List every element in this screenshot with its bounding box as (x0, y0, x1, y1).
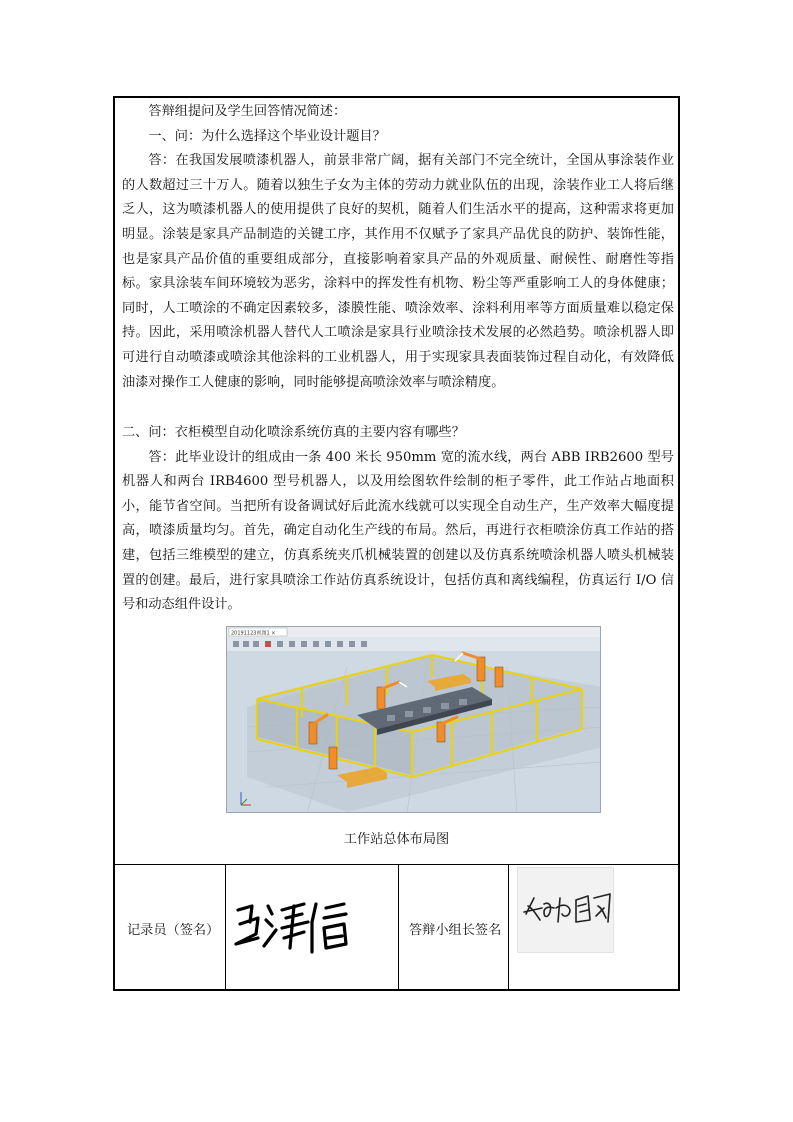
answer-2: 答：此毕业设计的组成由一条 400 米长 950mm 宽的流水线，两台 ABB IRB2600 型号机器人和两台 IRB4600 型号机器人，以及用绘图软件绘制的柜子零件，此工作站占地面积小，能节省空间。当把所有设备调试好后此流水线就可以实现全自动生产，生产效率大幅度提高，喷漆质量均匀。首先，确定自动化生产线的布局。然后，再进行衣柜喷涂仿真工作站的搭建，包括三维模型的建立，仿真系统夹爪机械装置的创建以及仿真系统喷涂机器人喷头机械装置的创建。最后，进行家具喷涂工作站仿真系统设计，包括仿真和离线编程，仿真运行 I/O 信号和动态组件设计。 (122, 449, 674, 613)
column-divider-1 (225, 864, 226, 990)
recorder-signature (228, 888, 358, 958)
qa-section-1 (122, 100, 674, 395)
answer-1: 答：在我国发展喷漆机器人，前景非常广阔，据有关部门不完全统计，全国从事涂装作业的人数超过三十万人。随着以独生子女为主体的劳动力就业队伍的出现，涂装作业工人将后继乏人，这为喷漆机器人的使用提供了良好的契机，随着人们生活水平的提高，这种需求将更加明显。涂装是家具产品制造的关键工序，其作用不仅赋予了家具产品优良的防护、装饰性能，也是家具产品价值的重要组成部分，直接影响着家具产品的外观质量、耐候性、耐磨性等指标。家具涂装车间环境较为恶劣，涂料中的挥发性有机物、粉尘等严重影响工人的身体健康；同时，人工喷涂的不确定因素较多，漆膜性能、喷涂效率、涂料利用率等方面质量难以稳定保持。因此，采用喷涂机器人替代人工喷涂是家具行业喷涂技术发展的必然趋势。喷涂机器人即可进行自动喷漆或喷涂其他涂料的工业机器人，用于实现家具表面装饰过程自动化，有效降低油漆对操作工人健康的影响，同时能够提高喷涂效率与喷涂精度。 (122, 153, 674, 390)
question-2: 二、问：衣柜模型自动化喷涂系统仿真的主要内容有哪些？ (122, 425, 465, 440)
leader-label: 答辩小组长签名 (409, 923, 502, 938)
signature-row-divider (113, 864, 680, 865)
viewport-tab-label: 20191123视图1 × (231, 630, 276, 637)
figure-caption: 工作站总体布局图 (343, 832, 450, 847)
workstation-3d-render (227, 627, 601, 813)
leader-signature (517, 867, 614, 953)
section-header: 答辩组提问及学生回答情况简述： (148, 104, 347, 119)
qa-section-2 (122, 421, 674, 618)
recorder-label: 记录员（签名） (127, 923, 220, 938)
workstation-layout-figure (226, 626, 601, 813)
column-divider-3 (508, 864, 509, 990)
question-1: 一、问：为什么选择这个毕业设计题目？ (148, 128, 386, 144)
column-divider-2 (398, 864, 399, 990)
